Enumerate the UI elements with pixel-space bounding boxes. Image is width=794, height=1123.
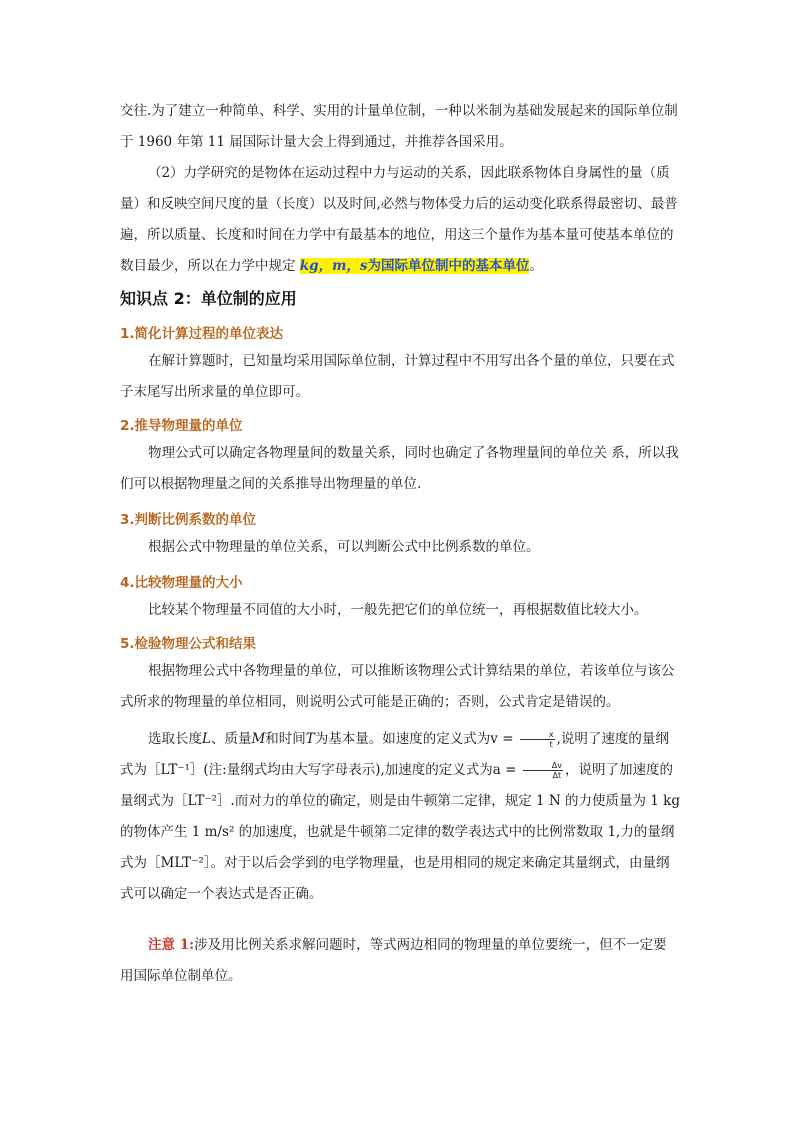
- dimension-text: 和时间: [265, 731, 306, 747]
- intro-paragraph: [120, 96, 680, 158]
- note-text: 涉及用比例关系求解问题时，等式两边相同的物理量的单位要统一，但不一定要用国际单位制单位。: [120, 937, 667, 984]
- fraction-denominator: Δt: [552, 771, 562, 780]
- section-body: 根据公式中物理量的单位关系，可以判断公式中比例系数的单位。: [148, 539, 540, 555]
- fraction-numerator: x: [520, 730, 555, 740]
- intro-text: 交往.为了建立一种简单、科学、实用的计量单位制，一种以米制为基础发展起来的国际单位制于 1960 年第 11 届国际计量大会上得到通过，并推荐各国采用。: [120, 103, 678, 150]
- dimension-text: 、质量: [210, 731, 252, 747]
- fraction-numerator: Δv: [523, 761, 563, 771]
- highlight-base-units: kg，m，s: [299, 258, 368, 274]
- fraction-denominator: t: [549, 740, 553, 749]
- dimension-paragraph: [120, 724, 680, 910]
- section-body: 比较某个物理量不同值的大小时，一般先把它们的单位统一，再根据数值比较大小。: [148, 602, 648, 618]
- section-body: 物理公式可以确定各物理量间的数量关系，同时也确定了各物理量间的单位关 系，所以我们可以根据物理量之间的关系推导出物理量的单位.: [120, 445, 679, 492]
- dimension-text: ，说明了加速度的量纲式为［LT⁻²］.而对力的单位的确定，则是由牛顿第二定律，规定 1 N 的力使质量为 1 kg 的物体产生 1 m/s² 的加速度，也就是牛顿第二定律的数学表达式中的比例常数取 1,力的量纲式为［MLT⁻²］。对于以后会学到的电学物理量，也是用相同的规定来确定其量纲式，由量纲式可以确定一个表达式是否正确。: [120, 762, 680, 902]
- note-paragraph: [120, 930, 680, 992]
- symbol-time: T: [305, 731, 315, 747]
- symbol-mass: M: [251, 731, 266, 747]
- section-body: 根据物理公式中各物理量的单位，可以推断该物理公式计算结果的单位，若该单位与该公式所求的物理量的单位相同，则说明公式可能是正确的；否则，公式肯定是错误的。: [120, 663, 675, 710]
- dimension-text: 选取长度: [148, 731, 202, 747]
- section-title: 1.简化计算过程的单位表达: [120, 326, 284, 342]
- point2-text: （2）力学研究的是物体在运动过程中力与运动的关系，因此联系物体自身属性的量（质量）和反映空间尺度的量（长度）以及时间,必然与物体受力后的运动变化联系得最密切、最普遍，所以质量、长度和时间在力学中有最基本的地位，用这三个量作为基本量可使基本单位的数目最少，所以在力学中规定: [120, 165, 678, 274]
- section-title: 4.比较物理量的大小: [120, 575, 243, 591]
- velocity-fraction: [520, 730, 555, 749]
- section-body: 在解计算题时，已知量均采用国际单位制，计算过程中不用写出各个量的单位，只要在式子末尾写出所求量的单位即可。: [120, 353, 675, 400]
- knowledge-point-title: 知识点 2：单位制的应用: [120, 289, 297, 308]
- acceleration-fraction: [523, 761, 563, 780]
- point2-paragraph: [120, 158, 680, 282]
- highlight-base-units-label: 为国际单位制中的基本单位: [367, 258, 530, 274]
- section-title: 2.推导物理量的单位: [120, 418, 243, 434]
- section-title: 5.检验物理公式和结果: [120, 636, 257, 652]
- note-label: 注意 1:: [148, 937, 195, 953]
- symbol-length: L: [202, 731, 211, 747]
- point2-end: 。: [529, 258, 543, 274]
- dimension-text: ,说明了速度的量纲式为［LT⁻¹］(注:量纲式均由大写字母表示),加速度的定义式为a =: [120, 731, 669, 778]
- dimension-text: 为基本量。如速度的定义式为v =: [314, 731, 518, 747]
- section-title: 3.判断比例系数的单位: [120, 512, 257, 528]
